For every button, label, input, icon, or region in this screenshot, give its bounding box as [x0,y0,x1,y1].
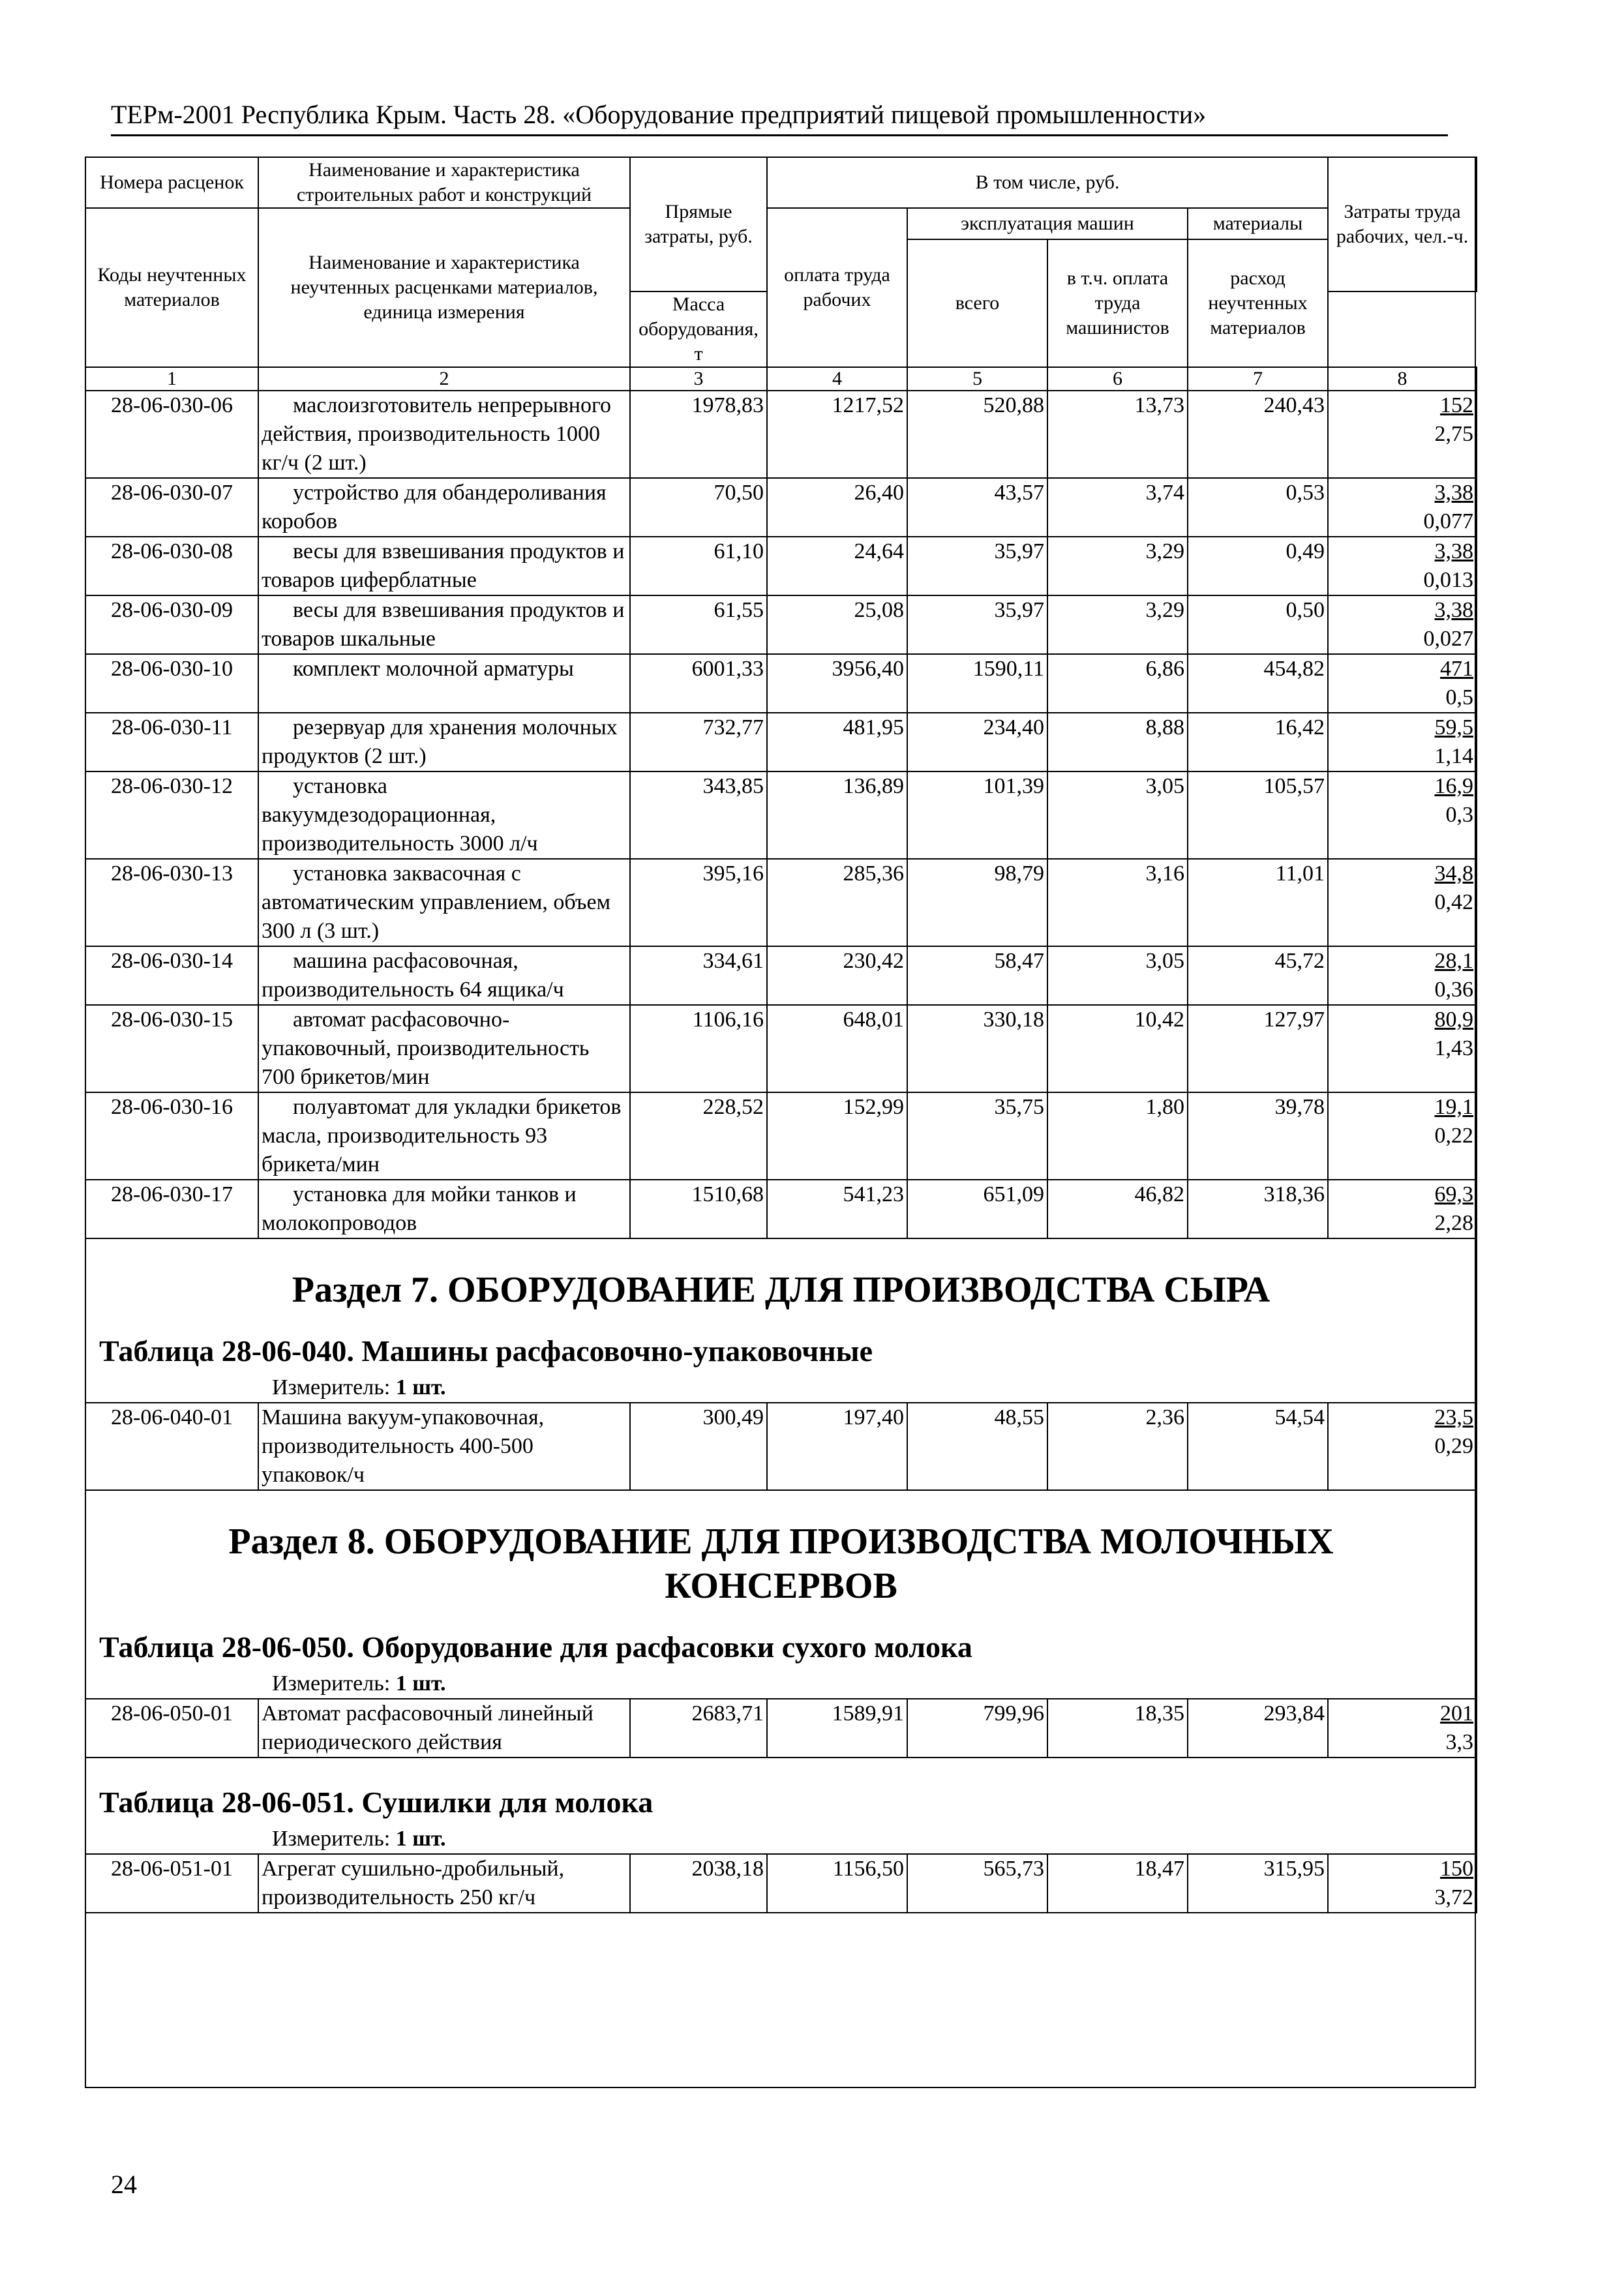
driver-pay: 3,05 [1047,946,1188,1005]
labor-pay: 24,64 [767,537,907,595]
labor-and-mass [1328,1699,1477,1758]
measure-label: Измеритель: [272,1375,391,1399]
measure-051 [86,1821,1476,1853]
materials-cost: 293,84 [1188,1699,1328,1758]
direct-costs: 70,50 [630,478,767,537]
work-name: весы для взвешивания продуктов и товаров шкальные [258,595,630,654]
driver-pay: 6,86 [1047,654,1188,713]
labor-pay: 648,01 [767,1005,907,1092]
table-row [85,1403,1477,1490]
rate-code: 28-06-030-11 [85,713,258,771]
work-name: установка вакуумдезодорационная, производительность 3000 л/ч [258,771,630,859]
head-equip-mass: Масса оборудования, т [630,292,767,367]
rate-code: 28-06-040-01 [85,1403,258,1490]
driver-pay: 18,35 [1047,1699,1188,1758]
labor-hours: 28,1 [1434,949,1474,973]
labor-pay: 230,42 [767,946,907,1005]
equipment-mass: 1,43 [1434,1036,1474,1060]
table-row [85,1005,1477,1092]
head-rate-numbers: Номера расценок [85,157,258,208]
equipment-mass: 0,077 [1423,509,1474,533]
labor-pay: 1156,50 [767,1854,907,1913]
work-name: полуавтомат для укладки брикетов масла, производительность 93 брикета/мин [258,1092,630,1180]
direct-costs: 1510,68 [630,1180,767,1238]
work-name: автомат расфасовочно-упаковочный, производительность 700 брикетов/мин [258,1005,630,1092]
labor-and-mass [1328,391,1477,478]
head-labor-pay: оплата труда рабочих [767,208,907,367]
labor-pay: 197,40 [767,1403,907,1490]
direct-costs: 61,55 [630,595,767,654]
labor-and-mass [1328,1005,1477,1092]
work-name: установка заквасочная с автоматическим управлением, объем 300 л (3 шт.) [258,859,630,946]
rate-code: 28-06-030-08 [85,537,258,595]
labor-hours: 471 [1440,657,1474,681]
head-labor-costs: Затраты труда рабочих, чел.-ч. [1328,157,1477,292]
direct-costs: 2038,18 [630,1854,767,1913]
driver-pay: 8,88 [1047,713,1188,771]
table-row [85,859,1477,946]
price-table [85,157,1476,1913]
labor-pay: 1589,91 [767,1699,907,1758]
labor-and-mass [1328,1092,1477,1180]
materials-cost: 54,54 [1188,1403,1328,1490]
table-row [85,713,1477,771]
measure-040 [86,1369,1476,1402]
table-040-title: Таблица 28-06-040. Машины расфасовочно-упаковочные [99,1334,873,1368]
labor-hours: 3,38 [1434,598,1474,622]
col-number: 2 [258,367,630,391]
head-work-name: Наименование и характеристика строительных работ и конструкций [258,157,630,208]
labor-and-mass [1328,1180,1477,1238]
direct-costs: 334,61 [630,946,767,1005]
rate-code: 28-06-030-13 [85,859,258,946]
work-name: резервуар для хранения молочных продуктов (2 шт.) [258,713,630,771]
labor-pay: 25,08 [767,595,907,654]
col-number: 7 [1188,367,1328,391]
work-name: машина расфасовочная, производительность 64 ящика/ч [258,946,630,1005]
direct-costs: 1978,83 [630,391,767,478]
labor-and-mass [1328,1403,1477,1490]
materials-cost: 105,57 [1188,771,1328,859]
machine-costs: 43,57 [907,478,1047,537]
machine-costs: 565,73 [907,1854,1047,1913]
machine-costs: 520,88 [907,391,1047,478]
machine-costs: 58,47 [907,946,1047,1005]
rate-code: 28-06-030-10 [85,654,258,713]
direct-costs: 6001,33 [630,654,767,713]
materials-cost: 45,72 [1188,946,1328,1005]
rate-code: 28-06-050-01 [85,1699,258,1758]
labor-hours: 34,8 [1434,861,1474,886]
equipment-mass: 0,42 [1434,890,1474,914]
driver-pay: 13,73 [1047,391,1188,478]
materials-cost: 127,97 [1188,1005,1328,1092]
labor-hours: 69,3 [1434,1182,1474,1206]
col-number: 6 [1047,367,1188,391]
machine-costs: 799,96 [907,1699,1047,1758]
rate-code: 28-06-030-16 [85,1092,258,1180]
labor-pay: 152,99 [767,1092,907,1180]
work-name: маслоизготовитель непрерывного действия, производительность 1000 кг/ч (2 шт.) [258,391,630,478]
materials-cost: 315,95 [1188,1854,1328,1913]
head-material-codes: Коды неучтенных материалов [85,208,258,367]
col-number: 1 [85,367,258,391]
labor-pay: 285,36 [767,859,907,946]
col-number: 3 [630,367,767,391]
materials-cost: 454,82 [1188,654,1328,713]
measure-label: Измеритель: [272,1827,391,1851]
driver-pay: 2,36 [1047,1403,1188,1490]
col-number: 4 [767,367,907,391]
rate-code: 28-06-030-07 [85,478,258,537]
col-number: 8 [1328,367,1477,391]
work-name: Агрегат сушильно-дробильный, производительность 250 кг/ч [258,1854,630,1913]
labor-and-mass [1328,1854,1477,1913]
section-7-rows [85,1403,1477,1490]
rate-code: 28-06-030-15 [85,1005,258,1092]
table-row [85,654,1477,713]
labor-and-mass [1328,713,1477,771]
materials-cost: 39,78 [1188,1092,1328,1180]
work-name: установка для мойки танков и молокопроводов [258,1180,630,1238]
section-8-title: Раздел 8. ОБОРУДОВАНИЕ ДЛЯ ПРОИЗВОДСТВА МОЛОЧНЫХ КОНСЕРВОВ [228,1521,1334,1606]
materials-cost: 16,42 [1188,713,1328,771]
labor-and-mass [1328,946,1477,1005]
head-machine-total: всего [907,239,1047,367]
table-051-title: Таблица 28-06-051. Сушилки для молока [99,1786,654,1819]
head-unaccounted-use: расход неучтенных материалов [1188,239,1328,367]
driver-pay: 1,80 [1047,1092,1188,1180]
table-050-title: Таблица 28-06-050. Оборудование для расфасовки сухого молока [99,1630,972,1664]
machine-costs: 35,97 [907,595,1047,654]
driver-pay: 3,29 [1047,595,1188,654]
machine-costs: 234,40 [907,713,1047,771]
section-8-rows [85,1699,1477,1758]
machine-costs: 1590,11 [907,654,1047,713]
labor-hours: 80,9 [1434,1008,1474,1032]
measure-value: 1 шт. [395,1375,446,1399]
labor-pay: 1217,52 [767,391,907,478]
materials-cost: 0,49 [1188,537,1328,595]
equipment-mass: 1,14 [1434,744,1474,768]
rate-code: 28-06-030-09 [85,595,258,654]
labor-pay: 481,95 [767,713,907,771]
labor-and-mass [1328,478,1477,537]
driver-pay: 18,47 [1047,1854,1188,1913]
direct-costs: 61,10 [630,537,767,595]
col-number: 5 [907,367,1047,391]
rate-code: 28-06-030-12 [85,771,258,859]
rate-code: 28-06-051-01 [85,1854,258,1913]
head-in-total: В том числе, руб. [767,157,1328,208]
materials-cost: 0,53 [1188,478,1328,537]
running-header: ТЕРм-2001 Республика Крым. Часть 28. «Оборудование предприятий пищевой промышленности» [111,100,1207,129]
driver-pay: 3,29 [1047,537,1188,595]
labor-hours: 150 [1440,1857,1474,1881]
head-driver-pay: в т.ч. оплата труда машинистов [1047,239,1188,367]
main-rows [85,391,1477,1238]
labor-and-mass [1328,771,1477,859]
labor-and-mass [1328,859,1477,946]
labor-hours: 59,5 [1434,715,1474,740]
work-name: устройство для обандероливания коробов [258,478,630,537]
equipment-mass: 0,027 [1423,627,1474,651]
head-materials: материалы [1188,208,1328,239]
driver-pay: 46,82 [1047,1180,1188,1238]
labor-and-mass [1328,654,1477,713]
table-row [85,478,1477,537]
driver-pay: 10,42 [1047,1005,1188,1092]
labor-hours: 16,9 [1434,774,1474,798]
labor-hours: 152 [1440,393,1474,417]
driver-pay: 3,05 [1047,771,1188,859]
machine-costs: 35,97 [907,537,1047,595]
work-name: Автомат расфасовочный линейный периодического действия [258,1699,630,1758]
header-rule [111,134,1448,136]
direct-costs: 300,49 [630,1403,767,1490]
table-row [85,1092,1477,1180]
machine-costs: 98,79 [907,859,1047,946]
labor-hours: 201 [1440,1701,1474,1726]
labor-and-mass [1328,595,1477,654]
equipment-mass: 0,22 [1434,1124,1474,1148]
machine-costs: 651,09 [907,1180,1047,1238]
equipment-mass: 0,3 [1445,803,1474,827]
table-row [85,1180,1477,1238]
rate-code: 28-06-030-14 [85,946,258,1005]
rate-code: 28-06-030-17 [85,1180,258,1238]
labor-hours: 23,5 [1434,1405,1474,1429]
machine-costs: 101,39 [907,771,1047,859]
work-name: весы для взвешивания продуктов и товаров циферблатные [258,537,630,595]
labor-hours: 3,38 [1434,539,1474,563]
measure-label: Измеритель: [272,1671,391,1696]
work-name: комплект молочной арматуры [258,654,630,713]
materials-cost: 240,43 [1188,391,1328,478]
table-row [85,391,1477,478]
labor-and-mass [1328,537,1477,595]
measure-value: 1 шт. [395,1671,446,1696]
table-row [85,595,1477,654]
equipment-mass: 0,5 [1445,685,1474,710]
equipment-mass: 3,3 [1445,1730,1474,1754]
table-row [85,771,1477,859]
measure-value: 1 шт. [395,1827,446,1851]
equipment-mass: 2,28 [1434,1211,1474,1235]
labor-hours: 19,1 [1434,1095,1474,1119]
direct-costs: 228,52 [630,1092,767,1180]
work-name: Машина вакуум-упаковочная, производительность 400-500 упаковок/ч [258,1403,630,1490]
equipment-mass: 2,75 [1434,422,1474,446]
head-direct-costs: Прямые затраты, руб. [630,157,767,292]
machine-costs: 48,55 [907,1403,1047,1490]
table-row [85,537,1477,595]
equipment-mass: 0,013 [1423,568,1474,592]
direct-costs: 732,77 [630,713,767,771]
direct-costs: 343,85 [630,771,767,859]
materials-cost: 318,36 [1188,1180,1328,1238]
driver-pay: 3,16 [1047,859,1188,946]
measure-050 [86,1666,1476,1698]
labor-hours: 3,38 [1434,481,1474,505]
labor-pay: 26,40 [767,478,907,537]
table-row [85,1854,1477,1913]
table-row [85,1699,1477,1758]
direct-costs: 2683,71 [630,1699,767,1758]
table-row [85,946,1477,1005]
driver-pay: 3,74 [1047,478,1188,537]
equipment-mass: 0,29 [1434,1434,1474,1458]
head-machine-op: эксплуатация машин [907,208,1188,239]
direct-costs: 395,16 [630,859,767,946]
page-number: 24 [111,2170,137,2199]
direct-costs: 1106,16 [630,1005,767,1092]
labor-pay: 541,23 [767,1180,907,1238]
equipment-mass: 0,36 [1434,978,1474,1002]
labor-pay: 3956,40 [767,654,907,713]
head-material-names: Наименование и характеристика неучтенных расценками материалов, единица измерения [258,208,630,367]
section-7-title: Раздел 7. ОБОРУДОВАНИЕ ДЛЯ ПРОИЗВОДСТВА СЫРА [292,1270,1271,1310]
materials-cost: 0,50 [1188,595,1328,654]
machine-costs: 35,75 [907,1092,1047,1180]
labor-pay: 136,89 [767,771,907,859]
machine-costs: 330,18 [907,1005,1047,1092]
rate-code: 28-06-030-06 [85,391,258,478]
equipment-mass: 3,72 [1434,1885,1474,1909]
table-051-rows [85,1854,1477,1913]
materials-cost: 11,01 [1188,859,1328,946]
